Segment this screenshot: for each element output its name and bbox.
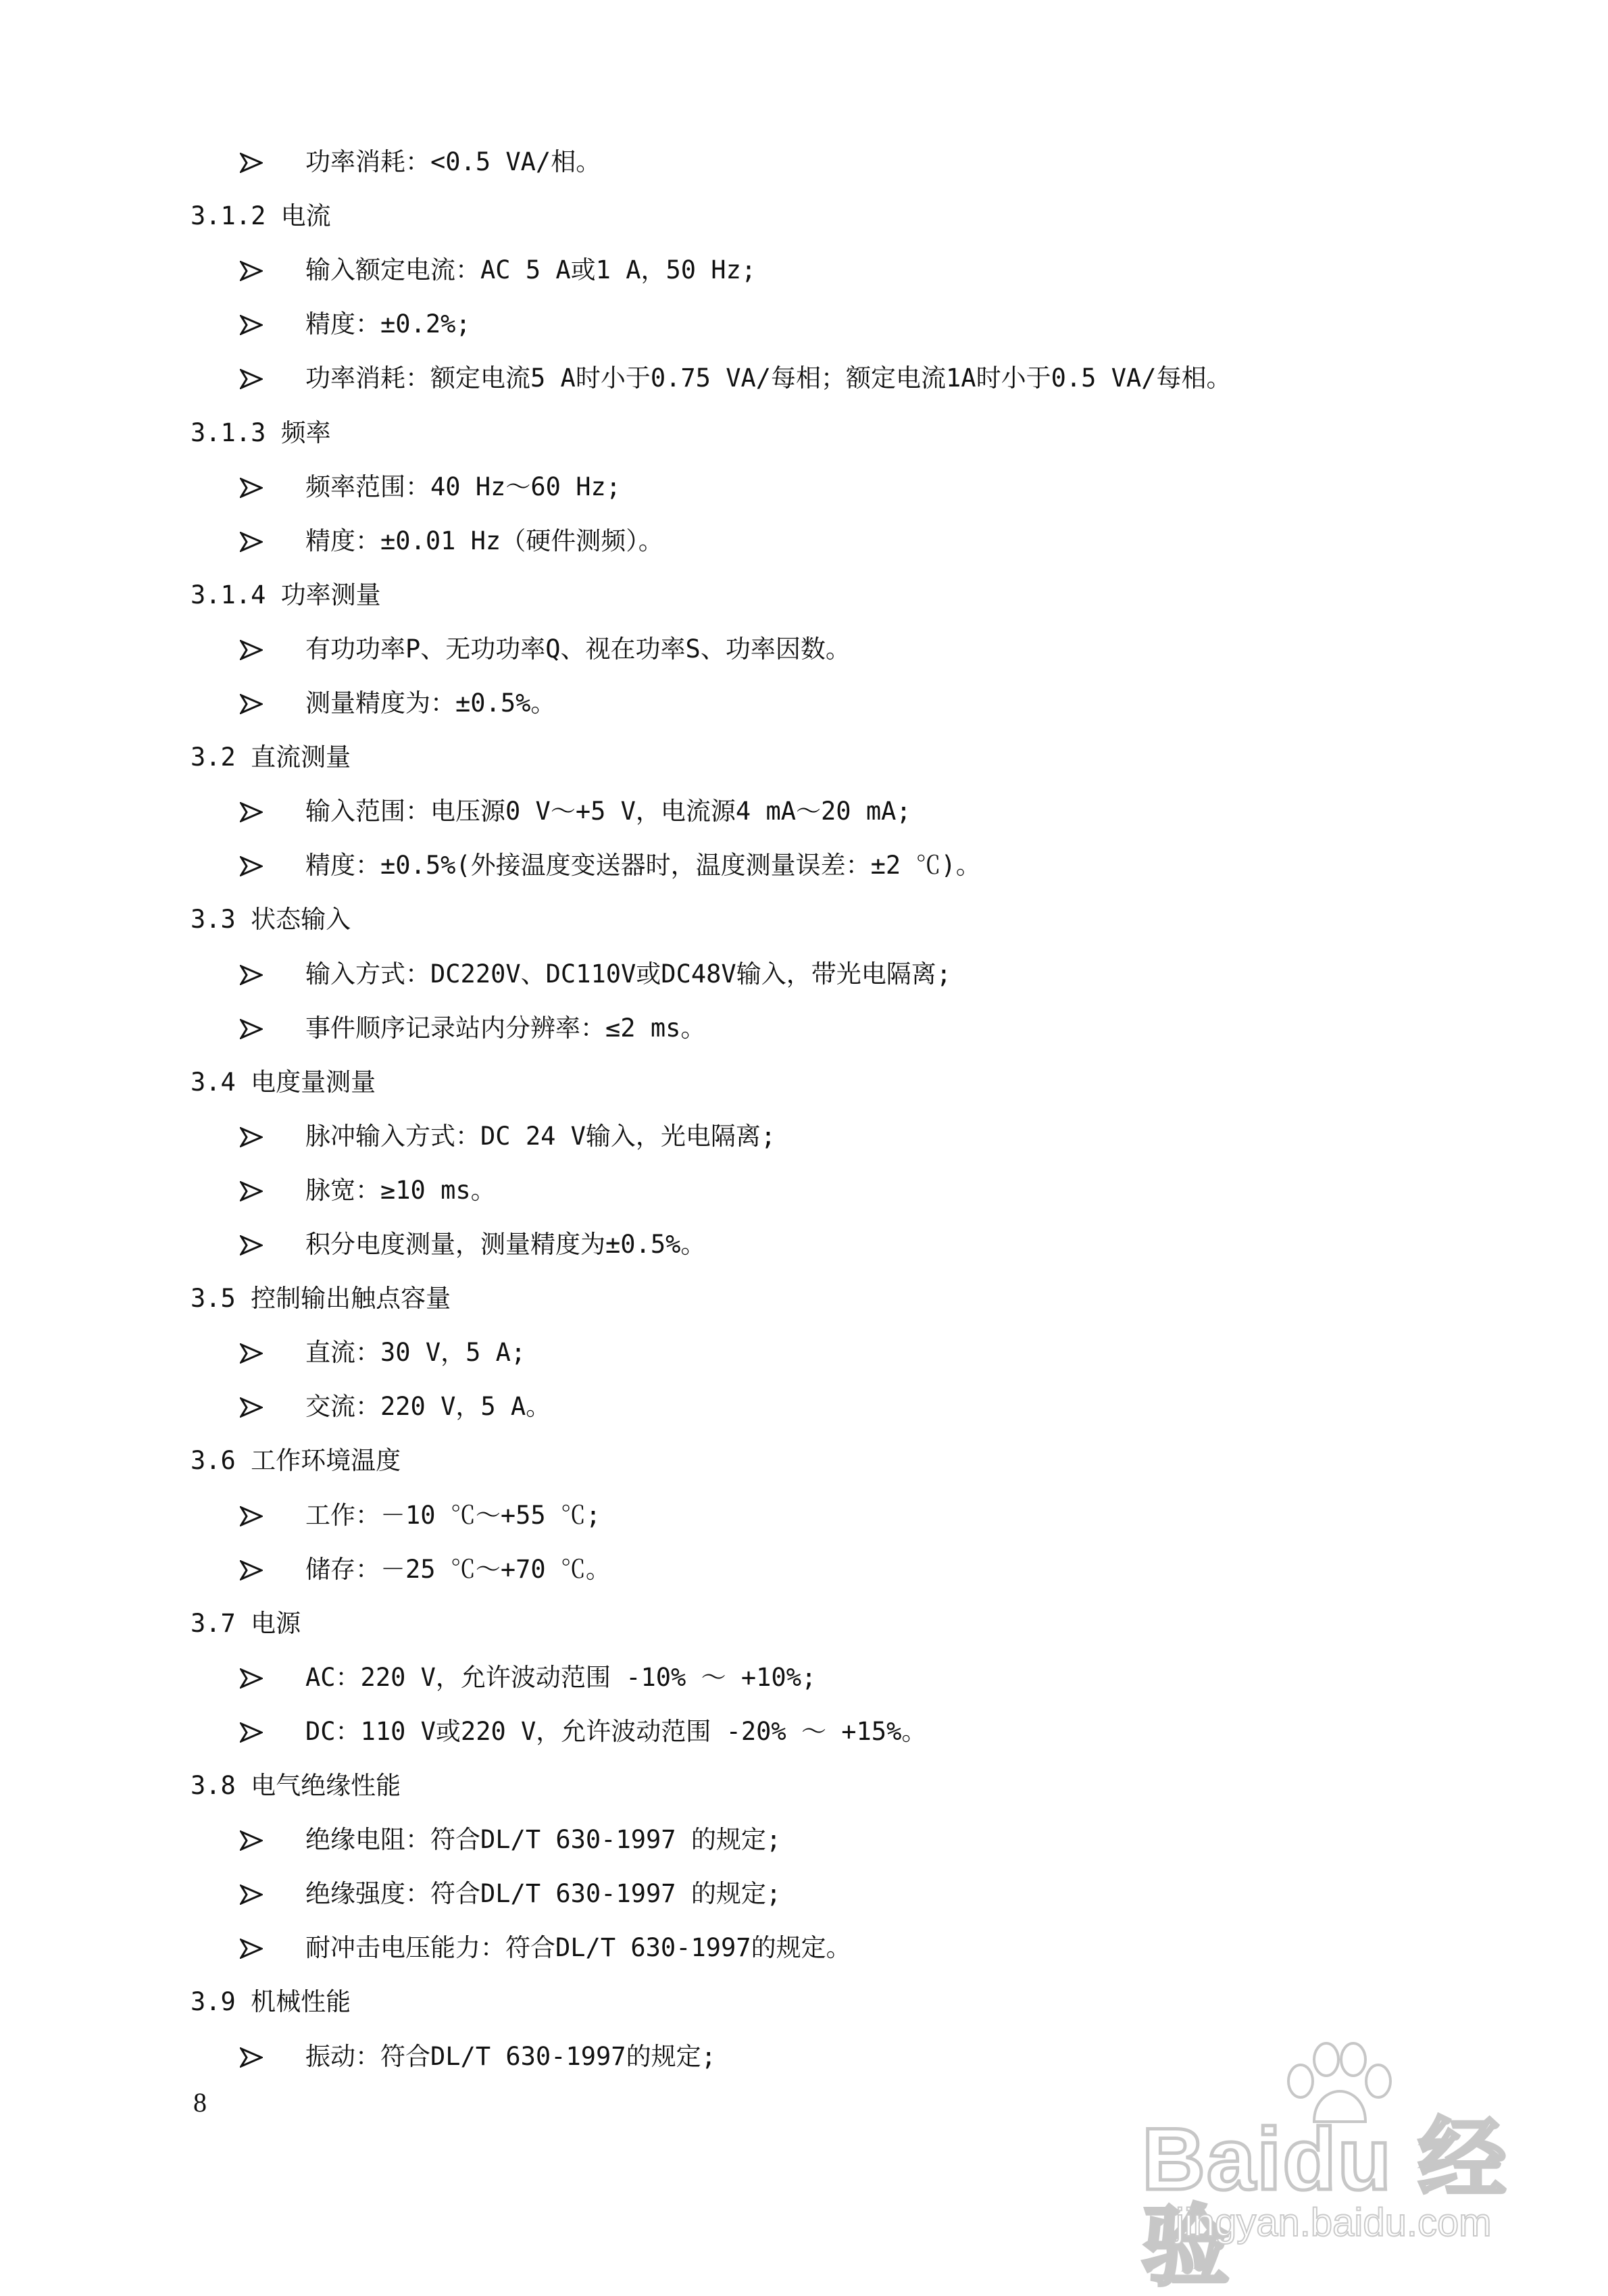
section-heading-text: 3.3 状态输入 [191, 905, 351, 934]
section-heading [0, 406, 1608, 460]
bullet-text: 精度：±0.5%(外接温度变送器时，温度测量误差：±2 ℃)。 [305, 851, 981, 880]
bullet-arrow-icon [240, 1651, 267, 1705]
bullet-text: 功率消耗：<0.5 VA/相。 [305, 147, 601, 176]
bullet-item [0, 243, 1608, 297]
bullet-text: 交流：220 V，5 A。 [305, 1392, 551, 1422]
bullet-text: 测量精度为：±0.5%。 [305, 689, 556, 718]
bullet-item [0, 1651, 1608, 1705]
bullet-arrow-icon [240, 1001, 267, 1055]
bullet-arrow-icon [240, 622, 267, 676]
section-heading-text: 3.7 电源 [191, 1608, 301, 1638]
bullet-text: 工作：－10 ℃～+55 ℃; [305, 1500, 601, 1530]
bullet-text: 精度：±0.01 Hz（硬件测频）。 [305, 526, 663, 555]
bullet-item [0, 839, 1608, 893]
bullet-item [0, 947, 1608, 1001]
bullet-item [0, 1218, 1608, 1272]
section-heading [0, 730, 1608, 784]
bullet-text: 事件顺序记录站内分辨率：≤2 ms。 [305, 1013, 706, 1043]
section-heading-text: 3.1.4 功率测量 [191, 580, 381, 609]
section-heading [0, 1272, 1608, 1326]
bullet-item [0, 622, 1608, 676]
bullet-arrow-icon [240, 135, 267, 189]
bullet-text: 脉宽：≥10 ms。 [305, 1175, 496, 1205]
bullet-item [0, 1921, 1608, 1975]
bullet-text: 绝缘强度：符合DL/T 630-1997 的规定; [305, 1879, 782, 1909]
bullet-item [0, 1164, 1608, 1218]
watermark-domain: jingyan.baidu.com [1176, 2201, 1492, 2245]
section-heading-text: 3.1.3 频率 [191, 418, 331, 447]
bullet-arrow-icon [240, 2030, 267, 2084]
bullet-arrow-icon [240, 243, 267, 297]
bullet-arrow-icon [240, 460, 267, 514]
bullet-arrow-icon [240, 784, 267, 839]
bullet-text: 储存：－25 ℃～+70 ℃。 [305, 1554, 611, 1584]
bullet-arrow-icon [240, 351, 267, 405]
section-heading [0, 1434, 1608, 1488]
bullet-text: 频率范围：40 Hz～60 Hz; [305, 472, 622, 501]
bullet-text: 积分电度测量，测量精度为±0.5%。 [305, 1230, 706, 1259]
section-heading [0, 1759, 1608, 1813]
bullet-arrow-icon [240, 1921, 267, 1975]
bullet-item [0, 1489, 1608, 1543]
bullet-text: 耐冲击电压能力：符合DL/T 630-1997的规定。 [305, 1933, 851, 1963]
section-heading-text: 3.5 控制输出触点容量 [191, 1284, 451, 1314]
section-heading [0, 1055, 1608, 1109]
bullet-item [0, 1867, 1608, 1921]
bullet-text: 精度：±0.2%; [305, 309, 471, 339]
section-heading [0, 189, 1608, 243]
bullet-arrow-icon [240, 1326, 267, 1380]
section-heading [0, 1975, 1608, 2029]
bullet-text: 绝缘电阻：符合DL/T 630-1997 的规定; [305, 1825, 782, 1855]
bullet-text: 振动：符合DL/T 630-1997的规定; [305, 2041, 716, 2071]
bullet-arrow-icon [240, 1109, 267, 1164]
bullet-arrow-icon [240, 1813, 267, 1867]
bullet-item [0, 1001, 1608, 1055]
bullet-text: 输入方式：DC220V、DC110V或DC48V输入，带光电隔离; [305, 959, 951, 989]
bullet-item [0, 784, 1608, 839]
watermark-brand: Baidu 经验 [1142, 2110, 1508, 2296]
bullet-item [0, 1380, 1608, 1434]
bullet-arrow-icon [240, 1867, 267, 1921]
bullet-text: 直流：30 V，5 A; [305, 1338, 526, 1368]
bullet-item [0, 351, 1608, 405]
section-heading-text: 3.1.2 电流 [191, 201, 331, 231]
bullet-item [0, 676, 1608, 730]
bullet-arrow-icon [240, 1164, 267, 1218]
bullet-arrow-icon [240, 676, 267, 730]
bullet-arrow-icon [240, 1380, 267, 1434]
section-heading [0, 568, 1608, 622]
bullet-text: 功率消耗：额定电流5 A时小于0.75 VA/每相；额定电流1A时小于0.5 VA/每相。 [305, 364, 1232, 393]
bullet-item [0, 1326, 1608, 1380]
section-heading-text: 3.2 直流测量 [191, 743, 351, 772]
bullet-text: DC：110 V或220 V，允许波动范围 -20% ～ +15%。 [305, 1716, 927, 1746]
section-heading [0, 1597, 1608, 1651]
bullet-arrow-icon [240, 1705, 267, 1759]
bullet-text: 有功功率P、无功功率Q、视在功率S、功率因数。 [305, 634, 851, 664]
baidu-jingyan-watermark [1135, 2041, 1567, 2296]
page-number: 8 [193, 2087, 207, 2118]
bullet-item [0, 1109, 1608, 1164]
bullet-text: 脉冲输入方式：DC 24 V输入，光电隔离; [305, 1121, 776, 1151]
bullet-arrow-icon [240, 1489, 267, 1543]
section-heading-text: 3.9 机械性能 [191, 1987, 351, 2017]
bullet-item [0, 297, 1608, 351]
bullet-item [0, 1813, 1608, 1867]
bullet-arrow-icon [240, 297, 267, 351]
bullet-arrow-icon [240, 1543, 267, 1597]
bullet-arrow-icon [240, 514, 267, 568]
bullet-item [0, 460, 1608, 514]
bullet-text: 输入范围：电压源0 V～+5 V，电流源4 mA～20 mA; [305, 797, 911, 826]
bullet-arrow-icon [240, 947, 267, 1001]
bullet-item [0, 135, 1608, 189]
bullet-item [0, 514, 1608, 568]
bullet-item [0, 1543, 1608, 1597]
bullet-text: AC：220 V，允许波动范围 -10% ～ +10%; [305, 1662, 817, 1692]
bullet-item [0, 1705, 1608, 1759]
bullet-arrow-icon [240, 839, 267, 893]
section-heading-text: 3.8 电气绝缘性能 [191, 1771, 401, 1800]
section-heading-text: 3.6 工作环境温度 [191, 1446, 401, 1476]
section-heading-text: 3.4 电度量测量 [191, 1067, 376, 1097]
section-heading [0, 893, 1608, 947]
bullet-text: 输入额定电流：AC 5 A或1 A，50 Hz; [305, 255, 757, 285]
bullet-arrow-icon [240, 1218, 267, 1272]
